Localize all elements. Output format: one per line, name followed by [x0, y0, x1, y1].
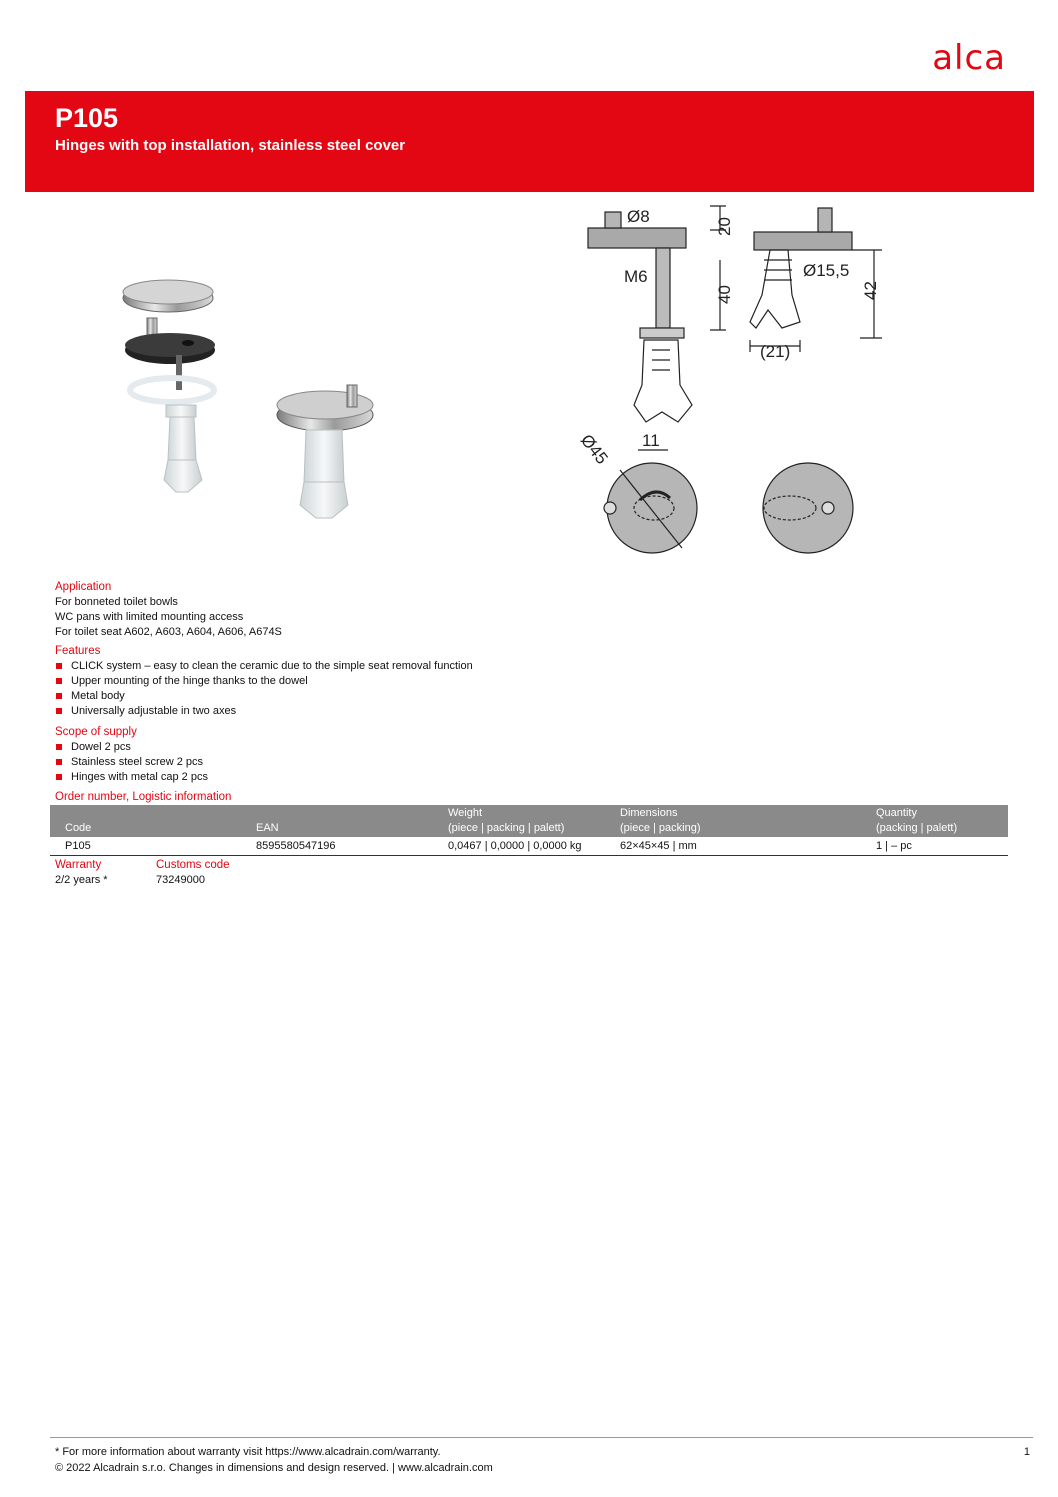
footer-copyright: © 2022 Alcadrain s.r.o. Changes in dimensions and design reserved. | www.alcadrain.com	[55, 1462, 493, 1474]
table-row	[50, 837, 1008, 856]
feature-item: Upper mounting of the hinge thanks to the dowel	[55, 674, 473, 689]
page-number: 1	[1023, 1446, 1030, 1458]
dim-height-42: 42	[861, 281, 880, 300]
cell-quantity: 1 | – pc	[876, 840, 912, 852]
application-line: WC pans with limited mounting access	[55, 611, 244, 623]
customs-block	[156, 858, 230, 888]
application-title: Application	[55, 581, 112, 593]
dim-diameter-45: Ø45	[576, 430, 612, 468]
cell-ean: 8595580547196	[256, 840, 336, 852]
scope-item: Hinges with metal cap 2 pcs	[55, 770, 208, 785]
order-table	[50, 805, 1008, 856]
dim-width-21: (21)	[760, 342, 791, 361]
header-dimensions: Dimensions	[620, 807, 678, 819]
order-table-header	[50, 805, 1008, 837]
order-title: Order number, Logistic information	[55, 791, 232, 803]
scope-section	[55, 725, 208, 785]
footer-note: * For more information about warranty visit https://www.alcadrain.com/warranty.	[55, 1446, 441, 1458]
technical-drawing	[560, 200, 900, 560]
features-section	[55, 644, 473, 719]
cell-weight: 0,0467 | 0,0000 | 0,0000 kg	[448, 840, 582, 852]
header-code: Code	[65, 822, 92, 834]
footer-divider	[50, 1437, 1033, 1438]
header-dimensions-sub: (piece | packing)	[620, 822, 701, 834]
dim-offset-11: 11	[642, 431, 660, 450]
product-banner	[25, 91, 1034, 192]
product-photo	[110, 270, 410, 530]
dim-thread-m6: M6	[624, 267, 648, 286]
cell-code: P105	[65, 840, 91, 852]
alca-logo: alca	[932, 38, 1006, 78]
application-section	[55, 580, 282, 640]
header-weight: Weight	[448, 807, 483, 819]
scope-item: Dowel 2 pcs	[55, 740, 208, 755]
header-weight-sub: (piece | packing | palett)	[448, 822, 565, 834]
dim-length-40: 40	[715, 285, 734, 304]
warranty-title: Warranty	[55, 859, 102, 871]
dim-diameter-8: Ø8	[627, 207, 650, 226]
scope-title: Scope of supply	[55, 726, 137, 738]
order-section	[55, 790, 231, 805]
feature-item: Metal body	[55, 689, 473, 704]
header-quantity: Quantity	[876, 807, 917, 819]
header-ean: EAN	[256, 822, 279, 834]
product-subtitle: Hinges with top installation, stainless steel cover	[55, 137, 406, 154]
customs-value: 73249000	[156, 874, 205, 886]
features-title: Features	[55, 645, 101, 657]
scope-item: Stainless steel screw 2 pcs	[55, 755, 208, 770]
dim-diameter-15-5: Ø15,5	[803, 261, 850, 280]
customs-title: Customs code	[156, 859, 230, 871]
dim-height-20: 20	[715, 217, 734, 236]
application-line: For toilet seat A602, A603, A604, A606, A674S	[55, 626, 282, 638]
exploded-hinge	[123, 280, 215, 492]
assembled-hinge	[277, 385, 373, 518]
application-line: For bonneted toilet bowls	[55, 596, 178, 608]
feature-item: Universally adjustable in two axes	[55, 704, 473, 719]
feature-item: CLICK system – easy to clean the ceramic due to the simple seat removal function	[55, 659, 473, 674]
cell-dimensions: 62×45×45 | mm	[620, 840, 697, 852]
header-quantity-sub: (packing | palett)	[876, 822, 958, 834]
warranty-value: 2/2 years *	[55, 874, 108, 886]
product-code: P105	[55, 103, 119, 133]
warranty-block	[55, 858, 108, 888]
